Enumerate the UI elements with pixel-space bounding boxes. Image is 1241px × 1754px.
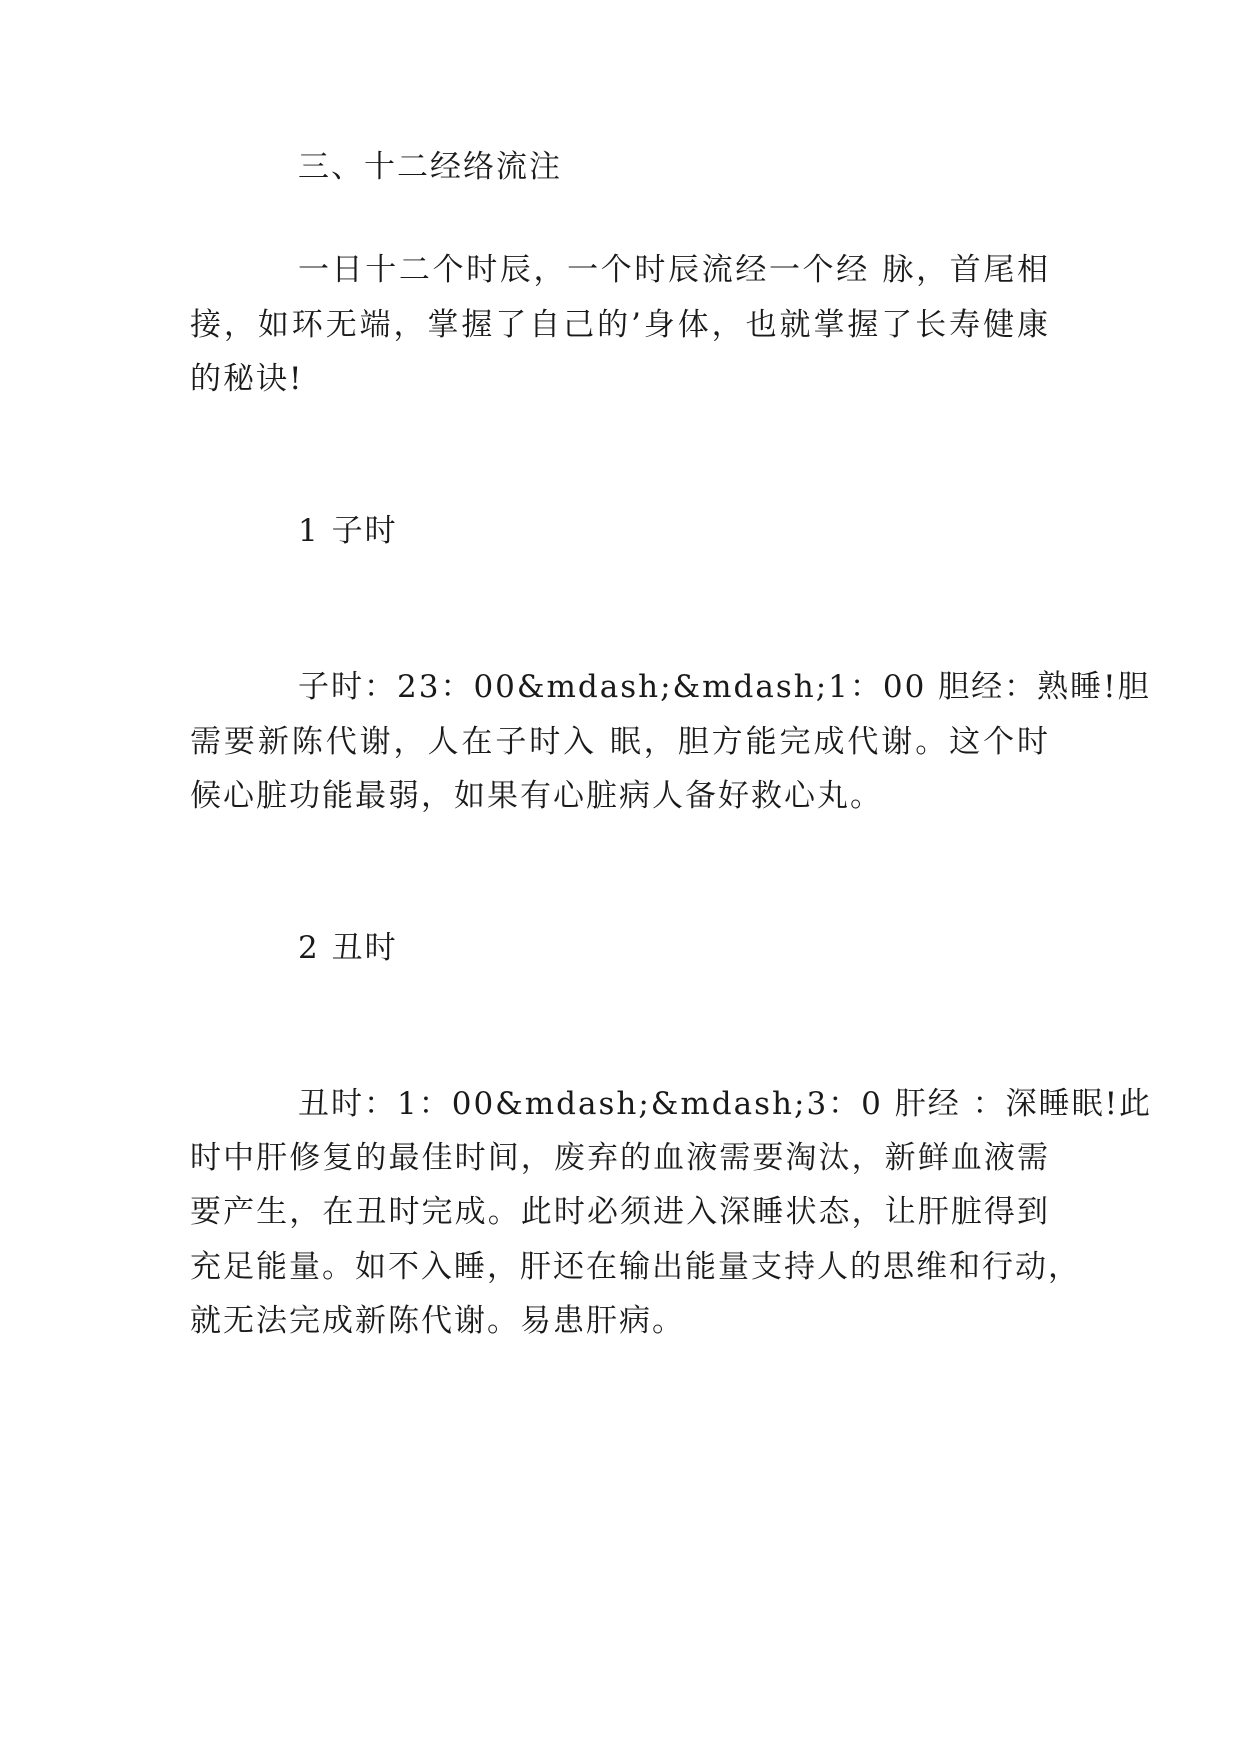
section2-line-1: 丑时：1：00&mdash;&mdash;3：0 肝经 ：深睡眠!此 <box>298 1086 1153 1122</box>
section2-line-2: 时中肝修复的最佳时间，废弃的血液需要淘汰，新鲜血液需 <box>190 1140 1050 1176</box>
section1-line-1: 子时：23：00&mdash;&mdash;1：00 胆经：熟睡!胆 <box>298 669 1151 705</box>
section1-line-3: 候心脏功能最弱，如果有心脏病人备好救心丸。 <box>190 778 883 814</box>
section-heading: 三、十二经络流注 <box>298 149 562 185</box>
intro-line-1: 一日十二个时辰，一个时辰流经一个经 脉，首尾相 <box>298 252 1050 288</box>
section2-line-4: 充足能量。如不入睡，肝还在输出能量支持人的思维和行动， <box>190 1249 1081 1285</box>
intro-line-3: 的秘诀! <box>190 361 304 397</box>
intro-line-2: 接，如环无端，掌握了自己的’身体，也就掌握了长寿健康 <box>190 307 1050 343</box>
section2-line-3: 要产生，在丑时完成。此时必须进入深睡状态，让肝脏得到 <box>190 1194 1050 1230</box>
section2-line-5: 就无法完成新陈代谢。易患肝病。 <box>190 1303 685 1339</box>
section2-title: 2 丑时 <box>298 930 398 966</box>
section1-line-2: 需要新陈代谢，人在子时入 眠，胆方能完成代谢。这个时 <box>190 724 1050 760</box>
section1-title: 1 子时 <box>298 513 398 549</box>
